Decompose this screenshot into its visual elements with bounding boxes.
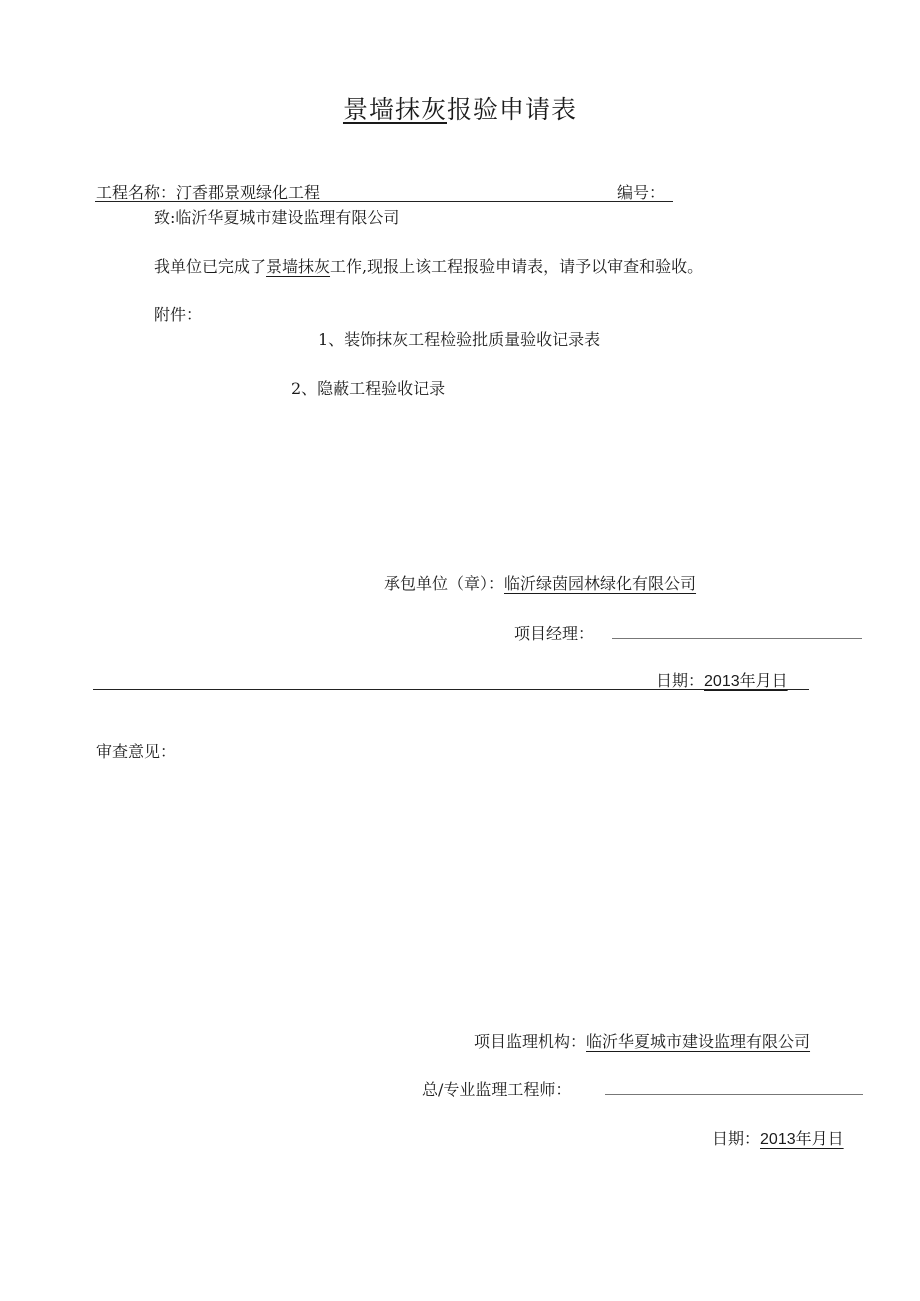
engineer-label: 总/专业监理工程师： (422, 1080, 572, 1099)
supervision-org-value: 临沂华夏城市建设监理有限公司 (586, 1032, 811, 1051)
manager-label: 项目经理： (514, 624, 595, 643)
contractor-unit-label: 承包单位（章）： (384, 574, 505, 593)
attachment-item: 2、隐蔽工程验收记录 (291, 379, 446, 398)
attachment-item: 1、装饰抹灰工程检验批质量验收记录表 (318, 330, 601, 349)
review-label: 审查意见： (96, 742, 177, 761)
contractor-date-value: 2013年月日 (704, 673, 788, 690)
attachments-label: 附件： (154, 305, 203, 324)
section-divider (93, 689, 809, 690)
supervision-org-label: 项目监理机构： (474, 1032, 587, 1051)
title-subject: 景墙抹灰 (342, 95, 447, 124)
project-label: 工程名称： (96, 183, 177, 202)
contractor-date (656, 668, 788, 691)
recipient-line: 致:临沂华夏城市建设监理有限公司 (154, 208, 400, 227)
manager-signature-line (612, 638, 862, 639)
project-name-row (96, 180, 320, 203)
supervision-org (474, 1029, 810, 1052)
review-date-value: 2013年月日 (760, 1131, 844, 1148)
number-label: 编号： (617, 183, 666, 202)
header-underline (95, 201, 673, 202)
body-pre: 我单位已完成了 (154, 257, 267, 276)
body-post: 工作,现报上该工程报验申请表，请予以审查和验收。 (330, 257, 704, 276)
body-work: 景墙抹灰 (266, 257, 331, 276)
contractor-date-label: 日期： (656, 671, 705, 690)
contractor-unit (384, 571, 696, 594)
contractor-unit-value: 临沂绿茵园林绿化有限公司 (504, 574, 697, 593)
title-form-name: 报验申请表 (447, 95, 578, 124)
project-name: 汀香郡景观绿化工程 (176, 183, 321, 202)
engineer-signature-line (605, 1094, 863, 1095)
review-date (712, 1126, 844, 1149)
body-statement (154, 254, 703, 277)
review-date-label: 日期： (712, 1129, 761, 1148)
page-title (0, 90, 920, 126)
